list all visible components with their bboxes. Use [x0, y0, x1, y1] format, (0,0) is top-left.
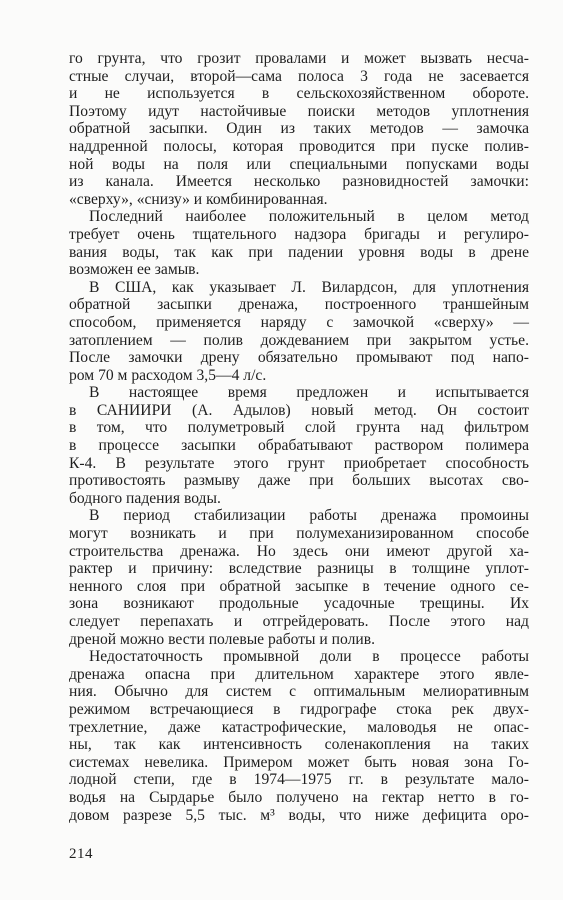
text-line: ной воды на поля или специальными попусками воды — [69, 155, 529, 173]
text-line: В настоящее время предложен и испытывается — [89, 384, 529, 402]
text-line: дреной можно вести полевые работы и полив. — [69, 630, 375, 648]
text-line: ны, так как интенсивность соленакопления на таких — [69, 736, 529, 754]
body-text — [69, 50, 529, 824]
text-line: следует перепахать и отгрейдеровать. После этого над — [69, 613, 529, 630]
text-line: в том, что полуметровый слой грунта над фильтром — [69, 419, 529, 437]
text-line: К-4. В результате этого грунт приобретает способность — [69, 454, 529, 472]
text-line: способом, применяется наряду с замочкой «сверху» — — [69, 313, 529, 331]
text-line: ненного слоя при обратной засыпке в течение одного се- — [69, 577, 529, 595]
text-line: дренажа опасна при длительном характере этого явле- — [69, 665, 529, 683]
text-line: системах невелика. Примером может быть новая зона Го- — [69, 753, 529, 771]
text-line: из канала. Имеется несколько разновидностей замочки: — [69, 173, 529, 191]
text-line: ром 70 м расходом 3,5—4 л/с. — [69, 366, 267, 384]
text-line: в САНИИРИ (А. Адылов) новый метод. Он состоит — [69, 401, 529, 419]
text-line: могут возникать и при полумеханизированном способе — [69, 525, 529, 543]
text-line: лодной степи, где в 1974—1975 гг. в результате мало- — [69, 771, 529, 789]
paragraph — [69, 208, 529, 278]
text-line: наддренной полосы, которая проводится при пуске полив- — [69, 137, 529, 155]
text-line: в процессе засыпки обрабатывают раствором полимера — [69, 437, 529, 455]
text-line: В период стабилизации работы дренажа промоины — [89, 507, 529, 525]
text-line: обратной засыпки. Один из таких методов — замочка — [69, 120, 529, 138]
paragraph — [69, 648, 529, 824]
text-line: затоплением — полив дождеванием при закрытом устье. — [69, 331, 529, 349]
page-number: 214 — [69, 846, 93, 862]
text-line: Поэтому идут настойчивые поиски методов уплотнения — [69, 102, 529, 120]
text-line: зона возникают продольные усадочные трещины. Их — [69, 595, 529, 613]
text-line: бодного падения воды. — [69, 489, 221, 507]
paragraph — [69, 279, 529, 385]
text-line: строительства дренажа. Но здесь они имеют другой ха- — [69, 542, 529, 560]
text-line: трехлетние, даже катастрофические, маловодья не опас- — [69, 718, 529, 736]
text-line: В США, как указывает Л. Вилардсон, для уплотнения — [89, 278, 529, 296]
text-line: го грунта, что грозит провалами и может вызвать несча- — [69, 50, 529, 67]
paragraph — [69, 384, 529, 507]
paragraph — [69, 507, 529, 648]
paragraph — [69, 50, 529, 208]
text-line: обратной засыпки дренажа, построенного траншейным — [69, 296, 529, 314]
text-line: довом разрезе 5,5 тыс. м³ воды, что ниже дефицита оро- — [69, 806, 529, 824]
text-line: вания воды, так как при падении уровня воды в дрене — [69, 243, 529, 261]
text-line: водья на Сырдарье было получено на гектар нетто в го- — [69, 788, 529, 806]
text-line: рактер и причину: вследствие разницы в толщине уплот- — [69, 560, 529, 578]
text-line: требует очень тщательного надзора бригады и регулиро- — [69, 225, 529, 243]
text-line: противостоять размыву даже при больших высотах сво- — [69, 472, 529, 490]
text-line: и не используется в сельскохозяйственном обороте. — [69, 85, 529, 103]
text-line: «сверху», «снизу» и комбинированная. — [69, 190, 328, 208]
text-line: ния. Обычно для систем с оптимальным мелиоративным — [69, 683, 529, 701]
text-line: Последний наиболее положительный в целом метод — [89, 208, 529, 226]
text-line: режимом встречающиеся в гидрографе стока рек двух- — [69, 700, 529, 718]
text-line: Недостаточность промывной доли в процессе работы — [89, 648, 529, 666]
text-line: возможен ее замыв. — [69, 261, 200, 279]
text-line: стные случаи, второй—сама полоса 3 года не засевается — [69, 67, 529, 85]
text-line: После замочки дрену обязательно промывают под напо- — [69, 349, 529, 367]
